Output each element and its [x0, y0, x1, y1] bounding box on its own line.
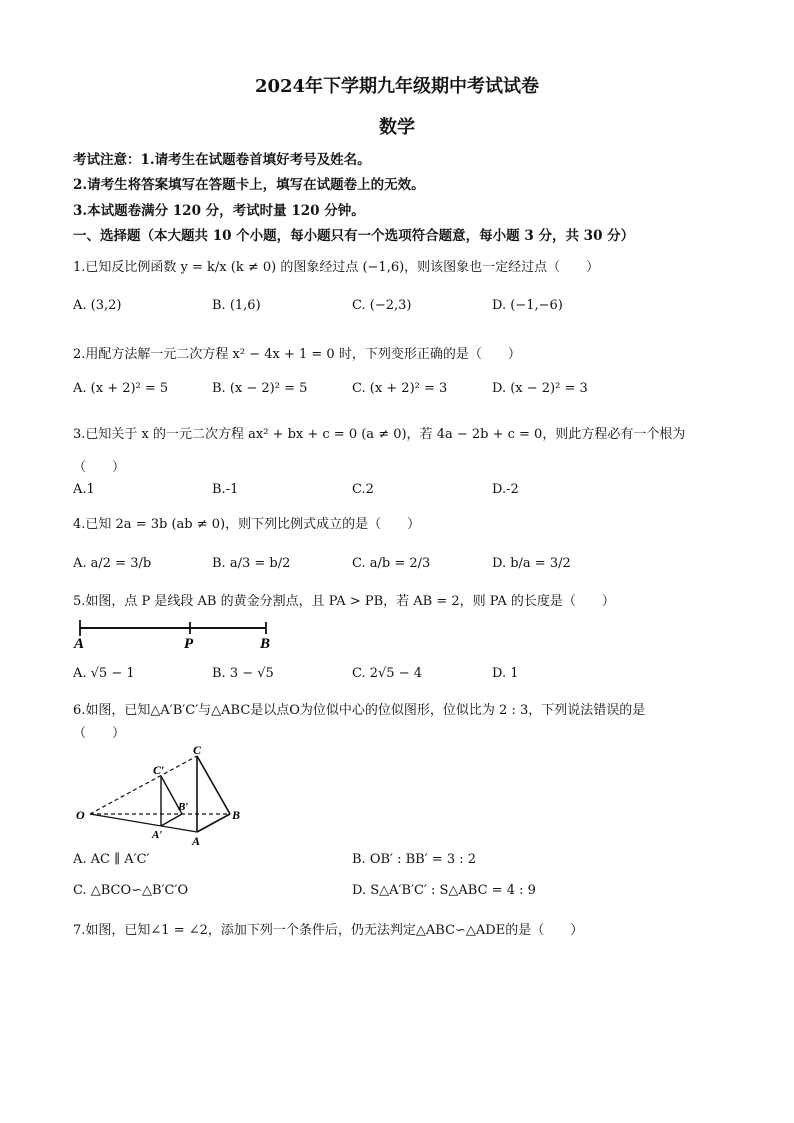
- subject-title: 数学: [379, 117, 415, 138]
- q3-option-c: C.2: [352, 482, 374, 497]
- q2-option-b: B. (x − 2)² = 5: [212, 381, 308, 396]
- q4-option-a: A. a/2 = 3/b: [73, 556, 152, 571]
- label-c-prime: C′: [153, 763, 165, 777]
- side-a1b1: [161, 814, 182, 826]
- q3-answer-paren: （ ）: [73, 460, 126, 475]
- q4-option-d: D. b/a = 3/2: [492, 556, 571, 571]
- label-b: B: [260, 636, 271, 652]
- q3-option-a: A.1: [73, 482, 95, 497]
- q6-option-b: B. OB′ : BB′ = 3 : 2: [352, 852, 477, 867]
- q2-option-a: A. (x + 2)² = 5: [73, 381, 169, 396]
- q3-option-b: B.-1: [212, 482, 239, 497]
- label-a: A: [74, 636, 85, 652]
- label-p: P: [184, 636, 194, 652]
- exam-title: 2024年下学期九年级期中考试试卷: [254, 76, 540, 97]
- label-c: C: [193, 744, 202, 757]
- question-3: 3.已知关于 x 的一元二次方程 ax² + bx + c = 0 (a ≠ 0)，若 4a − 2b + c = 0，则此方程必有一个根为: [73, 427, 686, 442]
- q3-option-d: D.-2: [492, 482, 519, 497]
- q2-option-d: D. (x − 2)² = 3: [492, 381, 588, 396]
- q5-option-a: A. √5 − 1: [73, 666, 135, 681]
- q1-option-b: B. (1,6): [212, 298, 261, 313]
- homothety-figure: [72, 744, 252, 848]
- question-4: 4.已知 2a = 3b (ab ≠ 0)，则下列比例式成立的是（ ）: [73, 517, 421, 532]
- label-a-prime: A′: [152, 829, 163, 841]
- ray-oa: [90, 814, 197, 832]
- q5-option-d: D. 1: [492, 666, 519, 681]
- q1-option-a: A. (3,2): [73, 298, 122, 313]
- note-line-1: 考试注意：1.请考生在试题卷首填好考号及姓名。: [73, 152, 371, 168]
- golden-section-figure: [70, 616, 290, 652]
- question-5: 5.如图，点 P 是线段 AB 的黄金分割点，且 PA > PB，若 AB = 2，则 PA 的长度是（ ）: [73, 594, 615, 609]
- q4-option-c: C. a/b = 2/3: [352, 556, 431, 571]
- q1-option-c: C. (−2,3): [352, 298, 412, 313]
- q6-answer-paren: （ ）: [73, 726, 126, 741]
- question-7: 7.如图，已知∠1 = ∠2，添加下列一个条件后，仍无法判定△ABC∽△ADE的是（ ）: [73, 923, 584, 938]
- q5-option-b: B. 3 − √5: [212, 666, 274, 681]
- side-ab: [197, 814, 230, 832]
- q1-option-d: D. (−1,−6): [492, 298, 563, 313]
- question-1: 1.已知反比例函数 y = k/x (k ≠ 0) 的图象经过点 (−1,6)，则该图象也一定经过点（ ）: [73, 260, 600, 275]
- note-line-2: 2.请考生将答案填写在答题卡上，填写在试题卷上的无效。: [73, 177, 425, 193]
- q5-option-c: C. 2√5 − 4: [352, 666, 423, 681]
- label-b: B: [232, 808, 241, 822]
- q2-option-c: C. (x + 2)² = 3: [352, 381, 448, 396]
- q6-option-d: D. S△A′B′C′ : S△ABC = 4 : 9: [352, 883, 536, 898]
- question-6: 6.如图，已知△A′B′C′与△ABC是以点O为位似中心的位似图形，位似比为 2 : 3，下列说法错误的是: [73, 703, 646, 718]
- section-heading: 一、选择题（本大题共 10 个小题，每小题只有一个选项符合题意，每小题 3 分，共 30 分）: [73, 228, 635, 244]
- note-line-3: 3.本试题卷满分 120 分，考试时量 120 分钟。: [73, 203, 365, 219]
- label-a: A: [192, 834, 201, 848]
- label-o: O: [76, 808, 85, 822]
- q6-option-a: A. AC ∥ A′C′: [73, 852, 150, 867]
- side-cb: [197, 756, 230, 814]
- question-2: 2.用配方法解一元二次方程 x² − 4x + 1 = 0 时，下列变形正确的是（ ）: [73, 347, 521, 362]
- q4-option-b: B. a/3 = b/2: [212, 556, 291, 571]
- q6-option-c: C. △BCO∽△B′C′O: [73, 883, 189, 898]
- label-b-prime: B′: [178, 801, 189, 813]
